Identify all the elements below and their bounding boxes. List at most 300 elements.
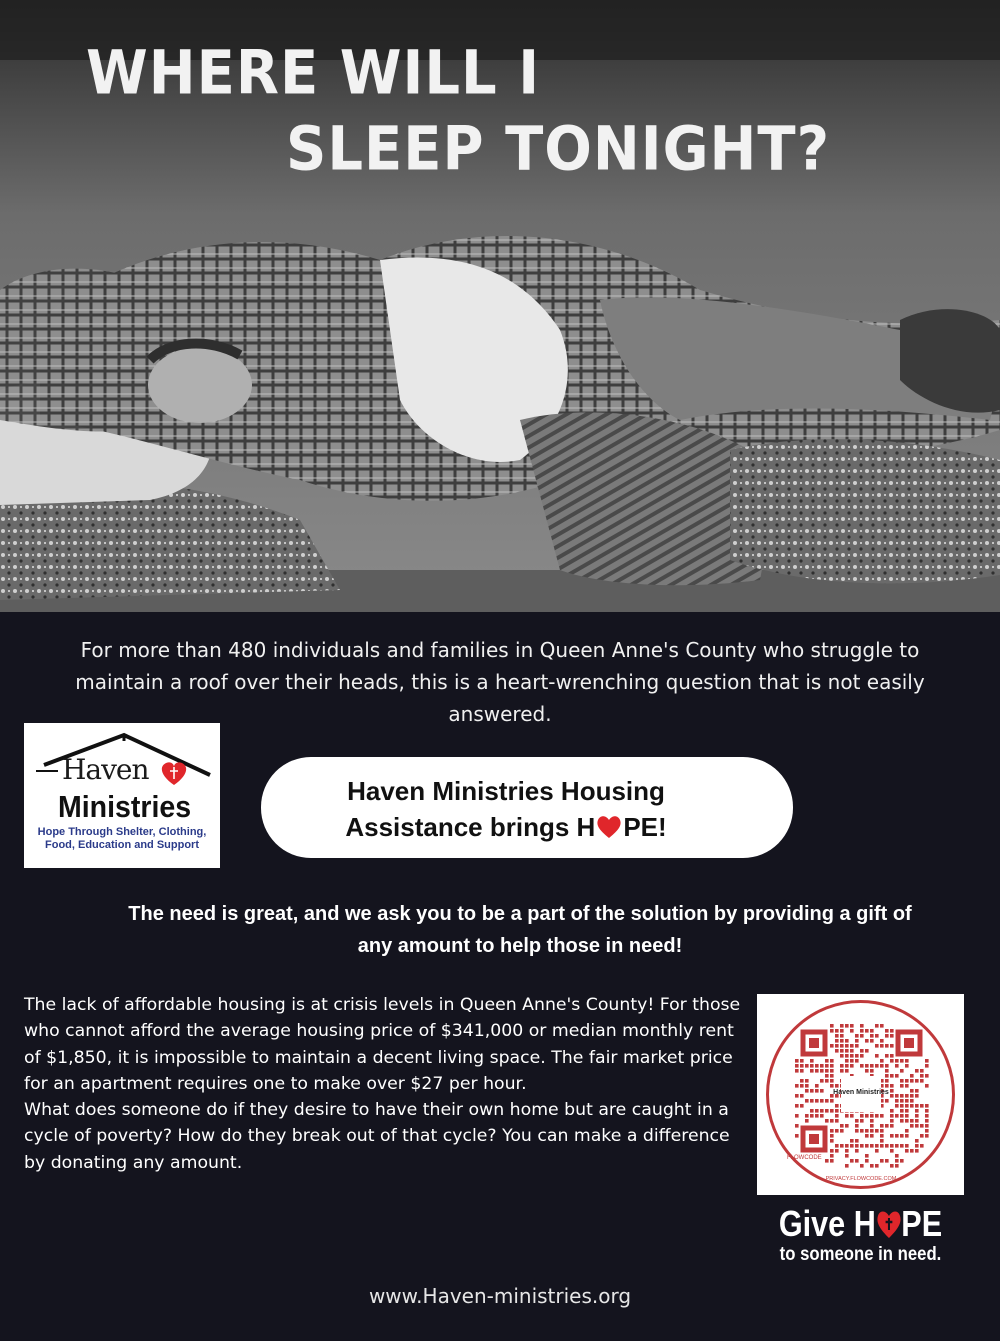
qr-module [865, 1039, 869, 1043]
qr-module [850, 1049, 854, 1053]
qr-module [830, 1109, 834, 1113]
qr-module [885, 1074, 889, 1078]
qr-module [865, 1144, 869, 1148]
qr-module [820, 1064, 824, 1068]
qr-module [835, 1039, 839, 1043]
qr-center-text: Haven Ministries [833, 1089, 889, 1096]
qr-module [830, 1024, 834, 1028]
qr-module [845, 1059, 849, 1063]
qr-module [865, 1154, 869, 1158]
qr-module [830, 1029, 834, 1033]
qr-module [890, 1059, 894, 1063]
qr-module [900, 1104, 904, 1108]
qr-module [885, 1064, 889, 1068]
qr-module [895, 1094, 899, 1098]
qr-module [840, 1124, 844, 1128]
qr-module [880, 1059, 884, 1063]
intro-text: For more than 480 individuals and families in Queen Anne's County who struggle to maintain a roof over their heads, this is a heart-wrenching question that is not easily answered. [75, 638, 925, 726]
qr-module [905, 1119, 909, 1123]
qr-module [815, 1069, 819, 1073]
qr-module [895, 1059, 899, 1063]
qr-module [905, 1079, 909, 1083]
qr-module [865, 1129, 869, 1133]
qr-module [900, 1119, 904, 1123]
qr-module [820, 1114, 824, 1118]
callout-pill [261, 757, 793, 858]
qr-module [820, 1109, 824, 1113]
qr-module [865, 1049, 869, 1053]
qr-module [830, 1129, 834, 1133]
headline [0, 0, 1000, 200]
qr-module [880, 1139, 884, 1143]
heart-icon [596, 815, 622, 839]
qr-module [835, 1049, 839, 1053]
qr-module [805, 1099, 809, 1103]
qr-module [835, 1029, 839, 1033]
qr-module [885, 1069, 889, 1073]
qr-module [840, 1069, 844, 1073]
qr-module [875, 1114, 879, 1118]
qr-module [840, 1044, 844, 1048]
qr-module [815, 1064, 819, 1068]
qr-module [845, 1054, 849, 1058]
qr-module [875, 1044, 879, 1048]
qr-code-icon [757, 994, 964, 1195]
give-hope-title [773, 1204, 949, 1244]
qr-module [875, 1149, 879, 1153]
qr-module [890, 1124, 894, 1128]
qr-module [850, 1114, 854, 1118]
qr-module [870, 1029, 874, 1033]
qr-module [825, 1109, 829, 1113]
qr-module [870, 1119, 874, 1123]
qr-module [875, 1144, 879, 1148]
qr-module [845, 1164, 849, 1168]
qr-module [850, 1024, 854, 1028]
qr-module [825, 1099, 829, 1103]
qr-module [875, 1024, 879, 1028]
qr-module [805, 1119, 809, 1123]
qr-module [870, 1064, 874, 1068]
qr-module [855, 1129, 859, 1133]
logo-tagline: Hope Through Shelter, Clothing, Food, Education and Support [37, 826, 207, 851]
qr-module [850, 1044, 854, 1048]
qr-module [870, 1164, 874, 1168]
qr-module [905, 1129, 909, 1133]
qr-module [925, 1129, 929, 1133]
qr-module [815, 1114, 819, 1118]
qr-module [795, 1104, 799, 1108]
qr-module [890, 1034, 894, 1038]
qr-module [925, 1104, 929, 1108]
qr-module [800, 1094, 804, 1098]
qr-module [835, 1084, 839, 1088]
qr-module [860, 1164, 864, 1168]
qr-module [890, 1119, 894, 1123]
body-text [24, 992, 754, 1176]
callout-line-2-end: PE! [623, 812, 667, 842]
qr-module [830, 1074, 834, 1078]
qr-module [825, 1079, 829, 1083]
qr-module [890, 1094, 894, 1098]
qr-module [825, 1064, 829, 1068]
qr-module [865, 1114, 869, 1118]
qr-module [900, 1114, 904, 1118]
qr-module [800, 1064, 804, 1068]
qr-module [820, 1079, 824, 1083]
qr-module [875, 1129, 879, 1133]
qr-module [865, 1159, 869, 1163]
qr-module [925, 1074, 929, 1078]
qr-module [820, 1099, 824, 1103]
qr-module [895, 1134, 899, 1138]
qr-module [880, 1064, 884, 1068]
qr-module [795, 1094, 799, 1098]
qr-module [845, 1039, 849, 1043]
qr-module [845, 1154, 849, 1158]
qr-module [915, 1104, 919, 1108]
qr-module [895, 1164, 899, 1168]
qr-module [880, 1144, 884, 1148]
qr-module [830, 1139, 834, 1143]
qr-module [845, 1024, 849, 1028]
qr-module [845, 1049, 849, 1053]
qr-module [890, 1089, 894, 1093]
qr-module [835, 1129, 839, 1133]
qr-module [900, 1094, 904, 1098]
give-hope-title-start: Give H [778, 1203, 876, 1244]
qr-module [855, 1034, 859, 1038]
qr-module [865, 1029, 869, 1033]
qr-module [910, 1094, 914, 1098]
qr-module [825, 1059, 829, 1063]
qr-module [795, 1124, 799, 1128]
qr-module [820, 1089, 824, 1093]
qr-module [890, 1114, 894, 1118]
qr-module [920, 1124, 924, 1128]
qr-module [850, 1054, 854, 1058]
qr-module [810, 1059, 814, 1063]
qr-module [860, 1129, 864, 1133]
website-link[interactable]: www.Haven-ministries.org [368, 1284, 632, 1308]
qr-module [835, 1109, 839, 1113]
body-paragraph-2: What does someone do if they desire to have their own home but are caught in a cycle of poverty? How do they break out of that cycle? You can make a difference by donating any amount. [24, 1100, 730, 1173]
qr-module [895, 1064, 899, 1068]
qr-module [925, 1059, 929, 1063]
qr-module [795, 1114, 799, 1118]
qr-module [845, 1064, 849, 1068]
qr-module [865, 1064, 869, 1068]
qr-module [835, 1114, 839, 1118]
qr-module [840, 1064, 844, 1068]
qr-module [890, 1164, 894, 1168]
qr-module [820, 1069, 824, 1073]
donation-qr-code[interactable] [757, 994, 964, 1195]
qr-module [830, 1099, 834, 1103]
qr-module [925, 1134, 929, 1138]
callout-line-2 [261, 809, 751, 845]
qr-module [840, 1144, 844, 1148]
qr-module [910, 1089, 914, 1093]
qr-module [915, 1139, 919, 1143]
qr-module [905, 1104, 909, 1108]
qr-module [910, 1099, 914, 1103]
qr-module [800, 1079, 804, 1083]
qr-module [835, 1119, 839, 1123]
qr-module [900, 1159, 904, 1163]
callout-line-1: Haven Ministries Housing [347, 776, 665, 806]
appeal-text: The need is great, and we ask you to be a part of the solution by providing a gift of any amount to help those in need! [128, 903, 912, 957]
logo-name-bottom: Ministries [58, 789, 192, 824]
qr-module [905, 1144, 909, 1148]
qr-module [885, 1044, 889, 1048]
qr-module [855, 1139, 859, 1143]
qr-module [805, 1064, 809, 1068]
qr-module [865, 1069, 869, 1073]
qr-module [925, 1119, 929, 1123]
qr-module [895, 1154, 899, 1158]
qr-module [915, 1124, 919, 1128]
qr-module [810, 1064, 814, 1068]
qr-module [875, 1034, 879, 1038]
qr-module [835, 1104, 839, 1108]
qr-module [910, 1074, 914, 1078]
qr-module [905, 1114, 909, 1118]
qr-module [915, 1089, 919, 1093]
qr-module [860, 1034, 864, 1038]
qr-module [805, 1079, 809, 1083]
qr-module [900, 1079, 904, 1083]
qr-module [925, 1109, 929, 1113]
qr-module [855, 1159, 859, 1163]
qr-module [890, 1044, 894, 1048]
qr-module [870, 1069, 874, 1073]
qr-module [830, 1154, 834, 1158]
qr-module [855, 1059, 859, 1063]
qr-module [830, 1044, 834, 1048]
qr-module [870, 1114, 874, 1118]
qr-module [810, 1114, 814, 1118]
qr-module [915, 1109, 919, 1113]
give-hope-subtitle: to someone in need. [779, 1244, 942, 1265]
qr-module [860, 1114, 864, 1118]
qr-module [860, 1144, 864, 1148]
qr-module [905, 1064, 909, 1068]
qr-module [855, 1124, 859, 1128]
qr-module [815, 1084, 819, 1088]
qr-module [890, 1134, 894, 1138]
qr-module [845, 1114, 849, 1118]
qr-module [850, 1029, 854, 1033]
qr-module [900, 1084, 904, 1088]
qr-module [895, 1144, 899, 1148]
qr-module [920, 1079, 924, 1083]
qr-module [840, 1054, 844, 1058]
qr-module [810, 1089, 814, 1093]
qr-module [880, 1159, 884, 1163]
qr-module [880, 1134, 884, 1138]
qr-module [910, 1119, 914, 1123]
qr-module [830, 1079, 834, 1083]
qr-module [890, 1149, 894, 1153]
qr-module [885, 1159, 889, 1163]
logo-name-top: Haven [62, 753, 149, 786]
qr-module [915, 1144, 919, 1148]
qr-module [830, 1084, 834, 1088]
qr-module [865, 1134, 869, 1138]
qr-module [815, 1109, 819, 1113]
qr-module [890, 1054, 894, 1058]
qr-module [915, 1149, 919, 1153]
qr-module [880, 1044, 884, 1048]
haven-ministries-logo [24, 723, 220, 868]
qr-module [880, 1129, 884, 1133]
qr-module [920, 1134, 924, 1138]
qr-module [830, 1159, 834, 1163]
qr-module [890, 1029, 894, 1033]
qr-module [860, 1054, 864, 1058]
qr-module [895, 1114, 899, 1118]
qr-module [910, 1079, 914, 1083]
qr-module [810, 1109, 814, 1113]
qr-module [915, 1069, 919, 1073]
give-hope-badge [757, 1204, 964, 1266]
qr-module [850, 1059, 854, 1063]
qr-module [890, 1144, 894, 1148]
qr-module [900, 1134, 904, 1138]
qr-module [830, 1064, 834, 1068]
qr-module [845, 1044, 849, 1048]
qr-module [855, 1149, 859, 1153]
qr-module [835, 1044, 839, 1048]
qr-module [845, 1149, 849, 1153]
qr-module [920, 1074, 924, 1078]
qr-module [895, 1099, 899, 1103]
qr-module [830, 1134, 834, 1138]
qr-module [840, 1129, 844, 1133]
qr-module [905, 1109, 909, 1113]
qr-module [810, 1069, 814, 1073]
qr-module [850, 1144, 854, 1148]
qr-module [890, 1084, 894, 1088]
qr-module [860, 1049, 864, 1053]
qr-module [915, 1114, 919, 1118]
qr-module [800, 1059, 804, 1063]
qr-module [825, 1069, 829, 1073]
hero-photo [0, 0, 1000, 612]
qr-module [885, 1079, 889, 1083]
qr-module [870, 1129, 874, 1133]
qr-module [795, 1059, 799, 1063]
qr-module [870, 1134, 874, 1138]
qr-module [885, 1144, 889, 1148]
heart-cross-icon [876, 1210, 902, 1240]
qr-module [880, 1124, 884, 1128]
qr-caption-bottom: PRIVACY.FLOWCODE.COM [825, 1176, 897, 1182]
qr-module [885, 1029, 889, 1033]
qr-module [915, 1094, 919, 1098]
qr-module [860, 1029, 864, 1033]
qr-module [900, 1069, 904, 1073]
callout-line-2-start: Assistance brings H [345, 812, 596, 842]
qr-module [795, 1134, 799, 1138]
qr-caption-left: FLOWCODE [787, 1155, 822, 1161]
qr-module [920, 1104, 924, 1108]
qr-module [835, 1149, 839, 1153]
qr-module [850, 1159, 854, 1163]
qr-module [905, 1149, 909, 1153]
qr-module [805, 1114, 809, 1118]
qr-module [855, 1039, 859, 1043]
qr-module [800, 1069, 804, 1073]
qr-module [795, 1084, 799, 1088]
qr-module [870, 1034, 874, 1038]
qr-module [870, 1039, 874, 1043]
qr-module [885, 1034, 889, 1038]
qr-module [905, 1094, 909, 1098]
qr-module [885, 1099, 889, 1103]
qr-module [815, 1099, 819, 1103]
qr-module [855, 1119, 859, 1123]
qr-module [855, 1144, 859, 1148]
qr-module [880, 1039, 884, 1043]
qr-module [805, 1084, 809, 1088]
qr-module [860, 1024, 864, 1028]
qr-module [845, 1144, 849, 1148]
qr-module [915, 1079, 919, 1083]
qr-module [845, 1124, 849, 1128]
qr-module [900, 1099, 904, 1103]
qr-module [920, 1144, 924, 1148]
qr-module [810, 1099, 814, 1103]
qr-module [850, 1064, 854, 1068]
qr-module [880, 1114, 884, 1118]
qr-module [870, 1124, 874, 1128]
qr-module [900, 1109, 904, 1113]
qr-module [795, 1064, 799, 1068]
heart-cross-icon [162, 762, 186, 785]
qr-module [840, 1034, 844, 1038]
qr-module [840, 1024, 844, 1028]
qr-module [905, 1134, 909, 1138]
qr-module [875, 1164, 879, 1168]
qr-module [855, 1044, 859, 1048]
body-paragraph-1: The lack of affordable housing is at crisis levels in Queen Anne's County! For those who cannot afford the average housing price of $341,000 or median monthly rent of $1,850, it is impossible to maintain a decent living space. The fair market price for an apartment requires one to make over $27 per hour. [24, 995, 741, 1094]
callout-text [261, 773, 751, 845]
qr-module [890, 1109, 894, 1113]
headline-line-2: SLEEP TONIGHT? [286, 114, 831, 185]
qr-module [885, 1054, 889, 1058]
qr-module [890, 1074, 894, 1078]
qr-module [830, 1149, 834, 1153]
qr-module [830, 1069, 834, 1073]
headline-line-1: WHERE WILL I [86, 38, 541, 109]
qr-module [895, 1074, 899, 1078]
qr-module [920, 1069, 924, 1073]
qr-module [900, 1144, 904, 1148]
qr-module [800, 1084, 804, 1088]
qr-module [825, 1074, 829, 1078]
qr-module [910, 1104, 914, 1108]
qr-module [870, 1144, 874, 1148]
qr-module [855, 1054, 859, 1058]
qr-module [830, 1059, 834, 1063]
qr-module [795, 1069, 799, 1073]
qr-module [905, 1059, 909, 1063]
qr-module [915, 1119, 919, 1123]
qr-module [925, 1124, 929, 1128]
qr-module [840, 1029, 844, 1033]
